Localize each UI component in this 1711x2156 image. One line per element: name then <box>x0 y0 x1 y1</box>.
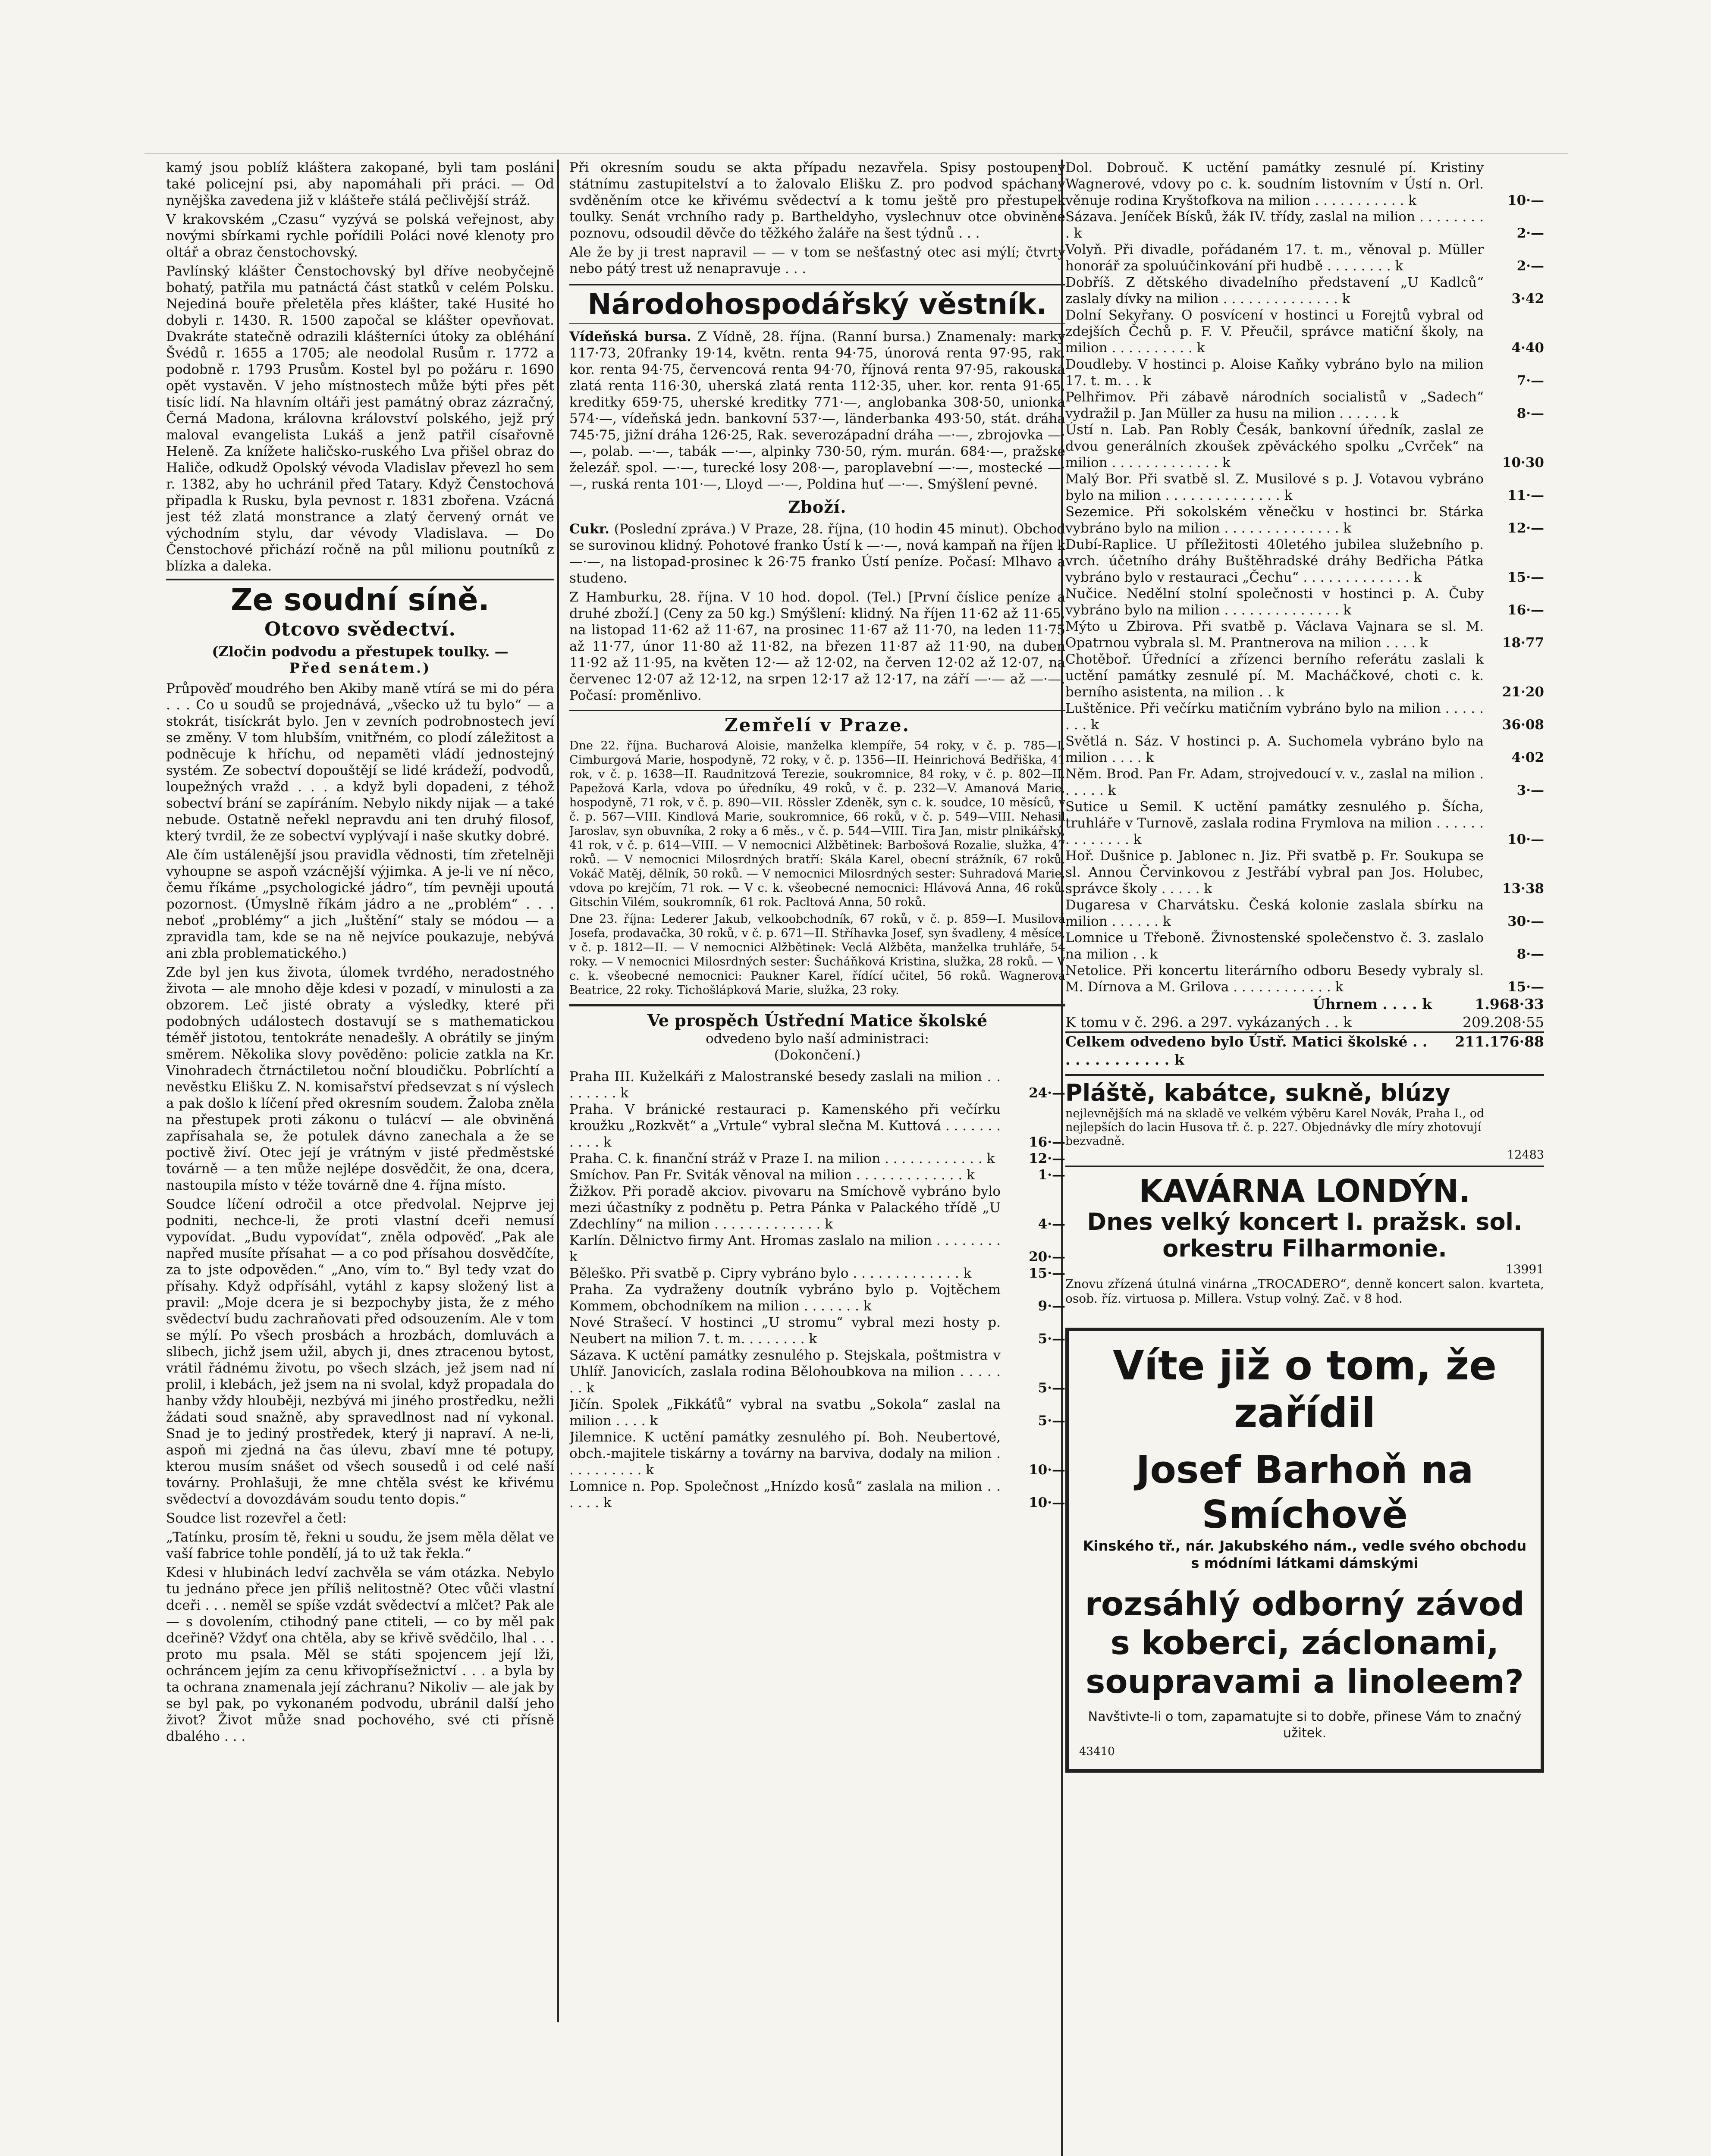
ad-barhon-code: 43410 <box>1079 1745 1115 1758</box>
donor-text: Lomnice u Třeboně. Živnostenské společenstvo č. 3. zaslalo na milion . . k <box>1065 930 1484 962</box>
donor-row <box>569 1101 1065 1150</box>
ad-barhon-title: Víte již o tom, že zařídil <box>1113 1342 1497 1437</box>
sum-row-previous: K tomu v č. 296. a 297. vykázaných . . k 209.208·55 <box>1065 1014 1544 1031</box>
column-2 <box>569 160 1065 2156</box>
ad-barhon <box>1065 1328 1544 1773</box>
ad-barhon-offer: rozsáhlý odborný závod s koberci, záclonami, soupravami a linoleem? <box>1085 1585 1525 1701</box>
sugar-report: Cukr. (Poslední zpráva.) V Praze, 28. října, (10 hodin 45 minut). Obchod se surovinou klidný. Pohotové franko Ústí k —·—, nová kampaň na říjen k —·—, na listopad-prosinec k 26·75 franko Ústí peníze. Počasí: Mlhavo a studeno. <box>569 521 1065 586</box>
donor-amount: 9·— <box>1038 1298 1065 1314</box>
bourse-lead: Vídeňská bursa. <box>569 329 691 345</box>
donor-text: Smíchov. Pan Fr. Sviták věnoval na milion . . . . . . . . . . . . . k <box>569 1167 975 1183</box>
donor-text: Žižkov. Při poradě akciov. pivovaru na Smíchově vybráno bylo mezi účastníky z podnětu p. Petra Pánka v Palackého třídě „U Zdechlíny“ na milion . . . . . . . . . . . . . k <box>569 1184 1001 1232</box>
donor-amount: 36·08 <box>1502 717 1544 733</box>
donor-amount: 4·02 <box>1511 750 1544 765</box>
donor-amount: 15·— <box>1029 1266 1065 1281</box>
donor-text: Dugaresa v Charvátsku. Česká kolonie zaslala sbírku na milion . . . . . . k <box>1065 897 1484 929</box>
donor-row <box>1065 389 1544 422</box>
donor-amount: 10·30 <box>1502 455 1544 470</box>
donor-text: Dobříš. Z dětského divadelního představení „U Kadlců“ zaslaly dívky na milion . . . . . . . . . . . . . . k <box>1065 275 1484 307</box>
article-title: Otcovo svědectví. <box>264 618 456 640</box>
donor-row <box>1065 618 1544 651</box>
article-paragraph: Ale že by ji trest napravil — — v tom se nešťastný otec asi mýlí; čtvrtý nebo pátý trest už nenapravuje . . . <box>569 244 1065 276</box>
donor-row <box>1065 733 1544 766</box>
continuation-note: (Dokončení.) <box>774 1047 861 1063</box>
article-paragraph: Průpověď moudrého ben Akiby maně vtírá se mi do péra . . . Co u soudů se projednává, „všecko už tu bylo“ — a stokrát, tisíckrát bylo. Jen v zevních podrobnostech jeví se změny. V tom hlubším, vnitřném, co plodí záležitost a podněcuje k hříchu, od nepaměti vládí jednostejný systém. Ze sobectví dopouštějí se lidé krádeží, podvodů, loupežných vražd . . . a když byli dopadeni, z téhož sobectví brání se zapíráním. Nebylo nikdy nijak — a také nebude. Ostatně neřekl nepravdu ani ten druhý filosof, který tvrdil, že ze sobectví vyplývají i naše skutky dobré. <box>166 681 554 844</box>
donor-text: Luštěnice. Při večírku matičním vybráno bylo na milion . . . . . . . . k <box>1065 701 1484 733</box>
donor-amount: 7·— <box>1516 373 1544 389</box>
ad-cafe-title: KAVÁRNA LONDÝN. <box>1139 1173 1471 1209</box>
donor-text: Dolní Sekyřany. O posvícení v hostinci u Forejtů vybral od zdejších Čechů p. F. V. Přeučil, správce matiční školy, na milion . . . . . . . . . . k <box>1065 307 1484 356</box>
donor-text: Mýto u Zbirova. Při svatbě p. Václava Vajnara se sl. M. Opatrnou vybrala sl. M. Prantnerova na milion . . . . k <box>1065 619 1484 651</box>
donor-text: Jičín. Spolek „Fikkáťů“ vybral na svatbu „Sokola“ zaslal na milion . . . . k <box>569 1397 1001 1429</box>
donor-text: Praha. C. k. finanční stráž v Praze I. na milion . . . . . . . . . . . . k <box>569 1151 995 1166</box>
article-paragraph: Soudce líčení odročil a otce předvolal. Nejprve jej podniti, nechce-li, že proti vlastní dceři nemusí vypovídat. „Budu vypovídat“, zněla odpověď. „Pak ale napřed musíte přísahat — a co pod přísahou dosvědčíte, za to jste odpověden.“ „Ano, vím to.“ Byl tedy vzat do přísahy. Když odpřísáhl, vytáhl z kapsy složený list a pravil: „Moje dcera je si bezpochyby jista, že z mého svědectví budu zachraňovati před odsouzením. Ale v tom se mýlí. Po všech prosbách a hrozbách, domluvách a slibech, jichž jsem užil, abych ji, dnes ztracenou bytost, vrátil řádnému životu, po všech slzách, jež jsem nad ní prolil, i klebách, jež jsem na ni svolal, když propadala do hanby vždy hlouběji, nezbývá mi jiného prostředku, nežli žádati soud snažně, aby spravedlnost nad ní vykonal. Snad je to jediný prostředek, který ji napraví. A ne-li, aspoň mi zjedná na čas úlevu, zbaví mne té potupy, kterou musím snášet od všech sousedů i od celé naší továrny. Prohlašuji, že mne chtěla svést ke křivému svědectví a dovozdávám soudu tento dopis.“ <box>166 1197 554 1507</box>
column-rule-left <box>557 160 559 2022</box>
donor-row <box>569 1167 1065 1183</box>
donor-amount: 4·40 <box>1511 340 1544 356</box>
donor-amount: 21·20 <box>1502 684 1544 700</box>
donor-row <box>1065 897 1544 930</box>
donor-text: Hoř. Dušnice p. Jablonec n. Jiz. Při svatbě p. Fr. Soukupa se sl. Annou Červinkovou z Jestřábí vybral pan Jos. Holubec, správce školy . . . . . k <box>1065 848 1484 896</box>
donor-amount: 10·— <box>1029 1462 1065 1478</box>
article-paragraph: V krakovském „Czasu“ vyzývá se polská veřejnost, aby novými sbírkami rychle pořídili Poláci nové klenoty pro oltář a obraz čenstochovský. <box>166 212 554 260</box>
donor-text: Pelhřimov. Při zábavě národních socialistů v „Sadech“ vydražil p. Jan Müller za husu na milion . . . . . . k <box>1065 389 1484 421</box>
sum-row-grand: Celkem odvedeno bylo Ústř. Matici školské . . . . . . . . . . . . . k 211.176·88 <box>1065 1031 1544 1069</box>
donor-row <box>1065 504 1544 536</box>
donor-amount: 10·— <box>1507 832 1544 847</box>
donor-amount: 1·— <box>1038 1167 1065 1183</box>
donor-amount: 5·— <box>1038 1413 1065 1429</box>
bourse-report: Vídeňská bursa. Z Vídně, 28. října. (Ranní bursa.) Znamenaly: marky 117·73, 20franky 19·14, květn. renta 94·75, únorová renta 97·95, rak. kor. renta 94·75, červencová renta 94·70, říjnová renta 97·95, rakouská zlatá renta 116·30, uherská zlatá renta 112·35, uher. kor. renta 91·65, kreditky 659·75, uherské kreditky 771·—, anglobanka 308·50, unionka 574·—, vídeňská jedn. bankovní 537·—, länderbanka 493·50, stát. dráha 745·75, jižní dráha 126·25, Rak. severozápadní dráha —·—, zbrojovka —·—, polab. —·—, tabák —·—, alpinky 730·50, rým. murán. 684·—, pražské železář. spol. —·—, turecké losy 208·—, paroplavební —·—, mostecké —·—, ruská renta 101·—, Lloyd —·—, Poldina huť —·—. Smýšlení pevné. <box>569 329 1065 492</box>
donor-row <box>569 1282 1065 1314</box>
donor-text: Nové Strašecí. V hostinci „U stromu“ vybral mezi hosty p. Neubert na milion 7. t. m. . . . . . . . k <box>569 1315 1001 1347</box>
section-heading-court: Ze soudní síně. <box>166 579 554 617</box>
section-heading-deaths: Zemřelí v Praze. <box>569 710 1065 736</box>
donor-row <box>1065 651 1544 700</box>
donor-text: Sutice u Semil. K uctění památky zesnulého p. Šícha, truhláře v Turnově, zaslala rodina Frymlova na milion . . . . . . . . . . . . . . k <box>1065 799 1484 847</box>
ad-cafe <box>1065 1173 1544 1306</box>
article-paragraph: Zde byl jen kus života, úlomek tvrdého, neradostného života — ale mnoho děje kdesi v pozadí, v minulosti a za obzorem. Leč jisté obraty a výsledky, které při podobných událostech dostavují se s mathematickou téměř jistotou, tentokráte nenadešly. A obrátily se jiným směrem. Několika slovy pověděno: policie zatkla na Kr. Vinohradech čtrnáctiletou noční bloudičku. Pobrlíchtí a nevěstku Elišku Z. N. komisařství předsevzat s ní výslech a pak došlo k líčení před okresním soudem. Žaloba zněla na přestupek proti zákonu o tulácví — ale obviněná zapřísahala se, že potulek dávno zanechala a že se poctivě živí. Otec její je vrátným v jisté předměstské továrně — a ten může nejlépe dosvědčit, že ona, dcera, nastoupila místo v téže továrně dne 4. října místo. <box>166 965 554 1193</box>
goods-heading: Zboží. <box>788 497 847 517</box>
ad-barhon-footer: Navštivte-li o tom, zapamatujte si to dobře, přinese Vám to značný užitek. <box>1088 1709 1522 1741</box>
ad-barhon-address: Kinského tř., nár. Jakubského nám., vedle svého obchodu s módními látkami dámskými <box>1083 1538 1527 1571</box>
sugar-lead: Cukr. <box>569 521 609 537</box>
donor-row <box>1065 930 1544 962</box>
donor-row <box>1065 536 1544 586</box>
donor-row <box>569 1396 1065 1429</box>
donor-row <box>569 1429 1065 1478</box>
donor-row <box>569 1232 1065 1265</box>
donor-amount: 20·— <box>1029 1249 1065 1265</box>
section-heading-matice: Ve prospěch Ústřední Matice školské <box>569 1004 1065 1031</box>
donor-text: Karlín. Dělnictvo firmy Ant. Hromas zaslalo na milion . . . . . . . . k <box>569 1233 1001 1265</box>
article-paragraph: Pavlínský klášter Čenstochovský byl dříve neobyčejně bohatý, patřila mu patnáctá část statků v celém Polsku. Nejediná bouře přeletěla přes klášter, také Husité ho dobyli r. 1430. R. 1500 započal se klášter opevňovat. Dvakráte statečně odrazili klášterníci útoky za obléhání Švédů r. 1655 a 1705; ale neodolal Rusům r. 1772 a podobně r. 1793 Prusům. Kostel byl po požáru r. 1690 opět vystavěn. V jeho místnostech může býti přes pět tisíc lidí. Na hlavním oltáři jest památný obraz zázračný, Černá Madona, královna království polského, jejž prý maloval evangelista Lukáš a jenž patřil císařovně Heleně. Za knížete haličsko-ruského Lva přišel obraz do Haliče, odkudž Opolský vévoda Vladislav převezl ho sem r. 1382, aby ho uchránil před Tatary. Když Čenstochová připadla k Rusku, byla pevnost r. 1831 zbořena. Vzácná jest též zlatá monstrance a zlatý červený ornát ve východním stylu, dar vévody Vladislava. — Do Čenstochové přichází ročně na půl milionu poutníků z blízka a daleka. <box>166 263 554 574</box>
donor-text: Dubí-Raplice. U příležitosti 40letého jubilea služebního p. vrch. účetního dráhy Buštěhradské dráhy Bedřicha Pátka vybráno bylo v restauraci „Čechu“ . . . . . . . . . . . . . k <box>1065 537 1484 585</box>
ad-cafe-sub: Dnes velký koncert I. pražsk. sol. orkestru Filharmonie. <box>1087 1208 1523 1262</box>
donor-amount: 16·— <box>1029 1134 1065 1150</box>
article-paragraph: Při okresním soudu se akta případu nezavřela. Spisy postoupeny státnímu zastupitelství a to žalovalo Elišku Z. pro podvod spáchaný svděněním otce ke křivému svědectví a k tomu ještě pro přestupek toulky. Senát vrchního rady p. Bartheldyho, vyslechnuv otce obviněné poznovu, odsoudil děvče do těžkého žaláře na šest týdnů . . . <box>569 160 1065 241</box>
donor-amount: 10·— <box>1029 1495 1065 1510</box>
article-paragraph: Kdesi v hlubinách ledví zachvěla se vám otázka. Nebylo tu jednáno přece jen příliš nelitostně? Otec vůči vlastní dceři . . . neměl se spíše vzdát svědectví a mlčet? Pak ale — s dovolením, ctihodný pane ctiteli, — co by měl pak dceřině? Vždyť ona chtěla, aby se křivě svědčilo, lhal . . . proto mu psala. Měl se státi spojencem její lži, ochráncem jejím za cenu křivopřísežnictví . . . a byla by ta ochrana znamenala její záchranu? Nikoliv — ale jak by se byl pak, po vykonaném podvodu, ubránil další jeho život? Život může snad pochového, své cti přísně dbalého . . . <box>166 1565 554 1744</box>
donor-amount: 8·— <box>1516 946 1544 962</box>
donor-row <box>569 1183 1065 1232</box>
donor-amount: 16·— <box>1507 602 1544 618</box>
donor-text: Dol. Dobrouč. K uctění památky zesnulé pí. Kristiny Wagnerové, vdovy po c. k. soudním listovním v Ústí n. Orl. věnuje rodina Kryštofkova na milion . . . . . . . . . . . k <box>1065 160 1484 208</box>
donor-text: Praha. Za vydraženy doutník vybráno bylo p. Vojtěchem Kommem, obchodníkem na milion . . . . . . . k <box>569 1282 1001 1314</box>
ad-coats-title: Pláště, kabátce, sukně, blúzy <box>1065 1079 1450 1106</box>
donor-text: Malý Bor. Při svatbě sl. Z. Musilové s p. J. Votavou vybráno bylo na milion . . . . . . . . . . . . . . k <box>1065 471 1484 503</box>
column-1 <box>166 160 554 2156</box>
donor-amount: 2·— <box>1516 226 1544 241</box>
donor-text: Jilemnice. K uctění památky zesnulého pí. Boh. Neubertové, obch.-majitele tiskárny a továrny na barviva, dodaly na milion . . . . . . . . . . k <box>569 1429 1001 1478</box>
senate-line: Před senátem.) <box>289 660 431 676</box>
ad-cafe-code: 13991 <box>1505 1262 1544 1276</box>
section-heading-economy: Národohospodářský věstník. <box>569 284 1065 324</box>
donor-amount: 15·— <box>1507 979 1544 995</box>
donor-text: Netolice. Při koncertu literárního odboru Besedy vybraly sl. M. Dírnova a M. Grilova . . . . . . . . . . . . k <box>1065 963 1484 995</box>
donor-amount: 11·— <box>1507 488 1544 503</box>
article-paragraph: Ale čím ustálenější jsou pravidla vědnosti, tím zřetelněji vyhoupne se aspoň vzácnější výjimka. A je-li ve ní něco, čemu říkáme „psychologické jádro“, tím pevněji upoutá pozornost. (Úmyslně říkám jádro a ne „problém“ . . . neboť „problémy“ a jich „luštění“ staly se módou — a zpravidla tam, kde se na ně nejvíce poukazuje, nebývá ani zbla problematického.) <box>166 847 554 961</box>
article-paragraph: kamý jsou poblíž kláštera zakopané, byli tam posláni také policejní psi, aby napomáhali při práci. — Od nynějška zavedena již v klášteře stálá pečlivější stráž. <box>166 160 554 208</box>
donor-row <box>1065 586 1544 618</box>
donor-text: Praha III. Kuželkáři z Malostranské besedy zaslali na milion . . . . . . . . k <box>569 1069 1001 1101</box>
donor-text: Lomnice n. Pop. Společnost „Hnízdo kosů“ zaslala na milion . . . . . . k <box>569 1479 1001 1510</box>
donor-row <box>1065 274 1544 307</box>
donor-row <box>1065 307 1544 356</box>
donor-amount: 10·— <box>1507 193 1544 208</box>
donor-amount: 24·— <box>1029 1085 1065 1101</box>
matice-subtitle: odvedeno bylo naší administraci: <box>706 1031 929 1047</box>
donor-text: Volyň. Při divadle, pořádaném 17. t. m., věnoval p. Müller honorář za spoluúčinkování při hudbě . . . . . . . . k <box>1065 242 1484 274</box>
sum-row-total: Úhrnem . . . . k 1.968·33 <box>1312 996 1544 1012</box>
donor-row <box>569 1478 1065 1511</box>
donor-row <box>569 1347 1065 1396</box>
donor-row <box>569 1265 1065 1282</box>
donor-amount: 2·— <box>1516 258 1544 274</box>
donor-row <box>1065 241 1544 274</box>
donor-row <box>1065 700 1544 733</box>
donor-amount: 18·77 <box>1502 635 1544 651</box>
donor-row <box>1065 160 1544 209</box>
deaths-list: Dne 22. října. Bucharová Aloisie, manželka klempíře, 54 roky, v č. p. 785—I. Cimburgová Marie, hospodyně, 72 roky, v č. p. 1356—II. Heinrichová Bedřiška, 41 rok, v č. p. 1638—II. Raudnitzová Terezie, soukromnice, 84 roky, v č. p. 802—II. Papežová Karla, vdova po úředníku, 49 roků, v č. p. 232—V. Amanová Marie, hospodyně, 71 rok, v č. p. 890—VII. Rössler Zdeněk, syn c. k. soudce, 10 měsíců, v č. p. 567—VIII. Kindlová Marie, soukromnice, 66 roků, v č. p. 549—VIII. Nehasil Jaroslav, syn obuvníka, 2 roky a 6 měs., v č. p. 544—VIII. Tira Jan, mistr plnikářský, 41 rok, v č. p. 614—VIII. — V nemocnici Alžbětinek: Barbošová Rozalie, služka, 47 roků. — V nemocnici Milosrdných bratří: Skála Karel, obecní strážník, 67 roků. Vokáč Matěj, dělník, 50 roků. — V nemocnici Milosrdných sester: Suhradová Marie, vdova po krejčím, 71 rok. — V c. k. všeobecné nemocnici: Hlávová Anna, 46 roků. Gitschin Vilém, soukromník, 61 rok. Pacltová Anna, 50 roků. <box>569 739 1065 909</box>
donor-row <box>1065 766 1544 799</box>
donor-text: Světlá n. Sáz. V hostinci p. A. Suchomela vybráno bylo na milion . . . . k <box>1065 733 1484 765</box>
donor-row <box>1065 422 1544 471</box>
donor-list-col3 <box>1065 160 1544 995</box>
donor-amount: 12·— <box>1507 520 1544 536</box>
donor-text: Ústí n. Lab. Pan Robly Česák, bankovní úředník, zaslal ze dvou generálních zkoušek zpěváckého spolku „Cvrček“ na milion . . . . . . . . . . . . . k <box>1065 422 1484 470</box>
donor-amount: 4·— <box>1038 1216 1065 1232</box>
donor-text: Chotěboř. Úřednící a zřízenci berního referátu zaslali k uctění památky zesnulé pí. M. Macháčkové, choti c. k. berního asistenta, na milion . . k <box>1065 652 1484 700</box>
column-3 <box>1065 160 1544 2156</box>
ad-cafe-text: Znovu zřízená útulná vinárna „TROCADERO“, denně koncert salon. kvarteta, osob. říz. virtuosa p. Millera. Vstup volný. Zač. v 8 hod. <box>1065 1277 1544 1306</box>
donor-text: Nučice. Nedělní stolní společnosti v hostinci p. A. Čuby vybráno bylo na milion . . . . . . . . . . . . . . k <box>1065 586 1484 618</box>
donor-amount: 30·— <box>1507 914 1544 929</box>
donor-list-col2 <box>569 1069 1065 1511</box>
donor-row <box>1065 799 1544 848</box>
ad-coats <box>1065 1074 1544 1167</box>
deaths-list: Dne 23. října: Lederer Jakub, velkoobchodník, 67 roků, v č. p. 859—I. Musilová Josefa, prodavačka, 30 roků, v č. p. 671—II. Stříhavka Josef, syn švadleny, 4 měsíce, v č. p. 1812—II. — V nemocnici Alžbětinek: Veclá Alžběta, manželka truhláře, 54 roky. — V nemocnici Milosrdných sester: Šucháňková Kristina, služka, 28 roků. — V c. k. všeobecné nemocnici: Paukner Karel, řídící učitel, 56 roků. Wagnerová Beatrice, 22 roky. Tichošlápková Marie, služka, 23 roky. <box>569 912 1065 997</box>
donor-row <box>569 1069 1065 1101</box>
donor-amount: 12·— <box>1029 1151 1065 1166</box>
hamburg-report: Z Hamburku, 28. října. V 10 hod. dopol. (Tel.) [První číslice peníze a druhé zboží.] (Ceny za 50 kg.) Smýšlení: klidný. Na říjen 11·62 až 11·65, na listopad 11·62 až 11·67, na prosinec 11·67 až 11·70, na leden 11·75 až 11·77, únor 11·80 až 11·82, na březen 11·87 až 11·90, na duben 11·92 až 11·95, na květen 12·— až 12·02, na červen 12·02 až 12·07, na červenec 12·07 až 12·12, na srpen 12·17 až 12·17, na září —·— až —·—. Počasí: proměnlivo. <box>569 589 1065 703</box>
donor-text: Praha. V bránické restauraci p. Kamenského při večírku kroužku „Rozkvět“ a „Vrtule“ vybral slečna M. Kuttová . . . . . . . . . . . k <box>569 1102 1001 1150</box>
donor-text: Něm. Brod. Pan Fr. Adam, strojvedoucí v. v., zaslal na milion . . . . . . k <box>1065 766 1484 798</box>
donor-row <box>569 1150 1065 1167</box>
donor-amount: 5·— <box>1038 1331 1065 1347</box>
donor-row <box>569 1314 1065 1347</box>
donor-amount: 3·42 <box>1511 291 1544 307</box>
donor-text: Sezemice. Při sokolském věnečku v hostinci br. Stárka vybráno bylo na milion . . . . . . . . . . . . . . k <box>1065 504 1484 536</box>
donor-text: Sázava. K uctění památky zesnulého p. Stejskala, poštmistra v Uhlíř. Janovicích, zaslala rodina Bělohoubkova na milion . . . . . . . k <box>569 1348 1001 1396</box>
donor-row <box>1065 962 1544 995</box>
donor-row <box>1065 848 1544 897</box>
article-paragraph: „Tatínku, prosím tě, řekni u soudu, že jsem měla dělat ve vaší fabrice tohle pondělí, já to už tak řekla.“ <box>166 1529 554 1561</box>
donor-text: Doudleby. V hostinci p. Aloise Kaňky vybráno bylo na milion 17. t. m. . . k <box>1065 357 1484 389</box>
donor-row <box>1065 471 1544 504</box>
donor-text: Běleško. Při svatbě p. Cipry vybráno bylo . . . . . . . . . . . . . k <box>569 1266 972 1281</box>
donor-row <box>1065 209 1544 241</box>
ad-coats-text: nejlevnějších má na skladě ve velkém výběru Karel Novák, Praha I., od nejlepších do lacin Husova tř. č. p. 227. Objednávky dle míry zhotovují bezvadně. <box>1065 1107 1485 1148</box>
ad-barhon-name: Josef Barhoň na Smíchově <box>1136 1448 1474 1537</box>
donor-amount: 3·— <box>1516 783 1544 798</box>
case-line: (Zločin podvodu a přestupek toulky. — <box>212 643 509 660</box>
donor-amount: 5·— <box>1038 1380 1065 1396</box>
donor-amount: 15·— <box>1507 570 1544 585</box>
donor-amount: 13·38 <box>1502 881 1544 896</box>
article-paragraph: Soudce list rozevřel a četl: <box>166 1510 347 1526</box>
donor-amount: 8·— <box>1516 406 1544 421</box>
ad-coats-code: 12483 <box>1507 1148 1544 1162</box>
donor-text: Sázava. Jeníček Bísků, žák IV. třídy, zaslal na milion . . . . . . . . . k <box>1065 209 1484 241</box>
donor-row <box>1065 356 1544 389</box>
